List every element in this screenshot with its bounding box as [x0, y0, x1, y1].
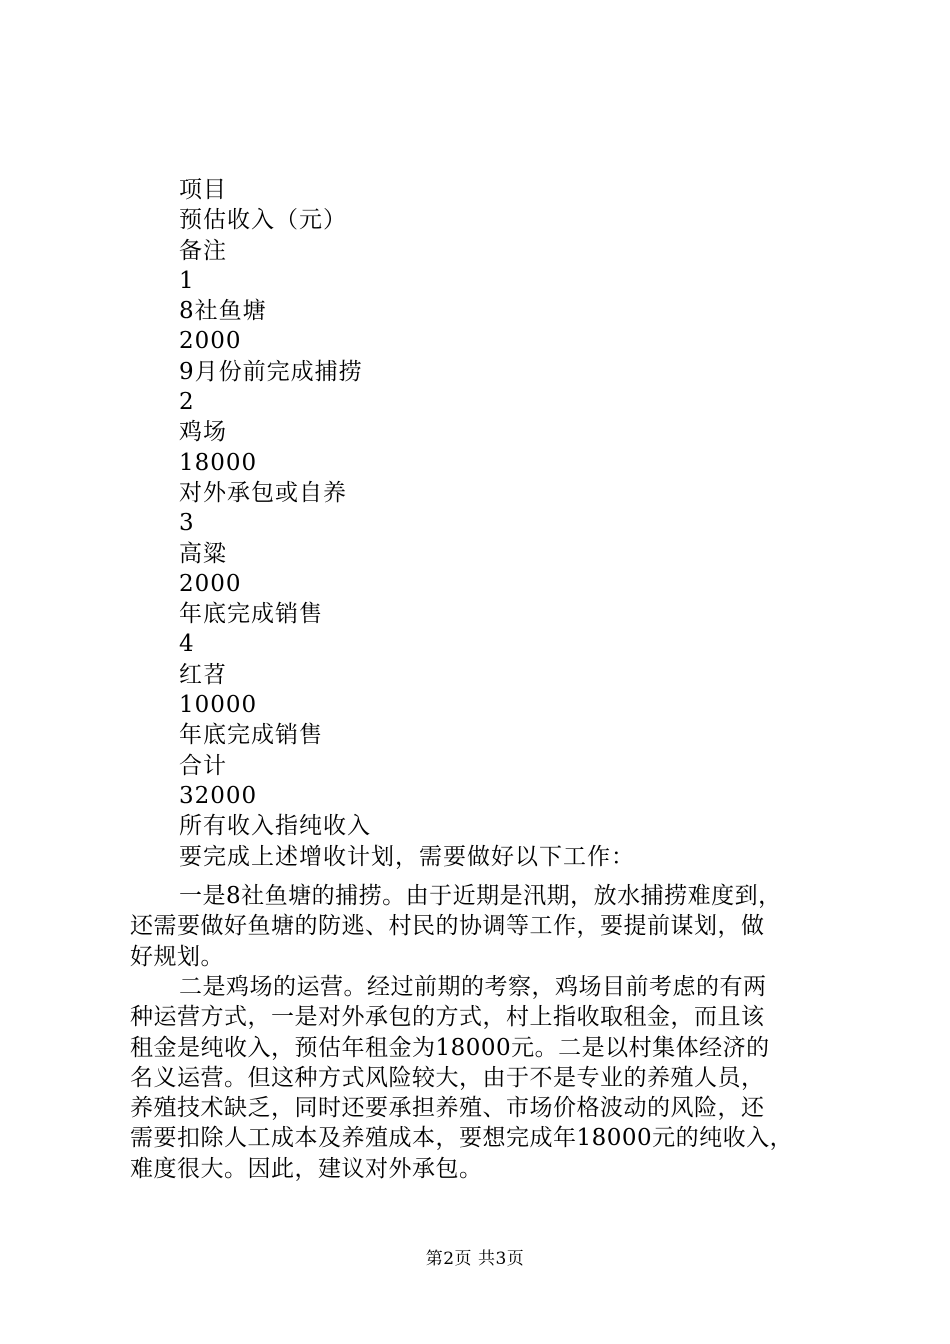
table-content [179, 175, 859, 872]
paragraph-line: 养殖技术缺乏，同时还要承担养殖、市场价格波动的风险，还 [130, 1095, 765, 1122]
table-line: 32000 [179, 782, 258, 809]
paragraph-line: 名义运营。但这种方式风险较大，由于不是专业的养殖人员， [130, 1064, 765, 1091]
table-line: 9月份前完成捕捞 [179, 358, 363, 385]
table-line: 年底完成销售 [179, 722, 323, 749]
table-line: 2 [179, 389, 195, 416]
page-footer: 第2页 共3页 [425, 1249, 525, 1269]
table-line: 红苕 [179, 661, 227, 688]
paragraph-line: 一是8社鱼塘的捕捞。由于近期是汛期，放水捕捞难度到， [179, 883, 782, 909]
table-line: 10000 [179, 692, 258, 719]
table-line: 8社鱼塘 [179, 298, 267, 325]
table-line: 2000 [179, 570, 242, 597]
table-line: 3 [179, 510, 195, 537]
paragraph-line: 种运营方式，一是对外承包的方式，村上指收取租金，而且该 [130, 1004, 765, 1031]
table-line: 鸡场 [179, 419, 227, 446]
table-line: 对外承包或自养 [179, 479, 347, 506]
table-line: 要完成上述增收计划，需要做好以下工作： [179, 843, 635, 870]
table-line: 18000 [179, 449, 258, 476]
paragraph-fish-pond [130, 881, 830, 972]
table-line: 项目 [179, 177, 227, 203]
paragraph-line: 二是鸡场的运营。经过前期的考察，鸡场目前考虑的有两 [179, 974, 767, 1000]
paragraph-chicken-farm [130, 972, 830, 1184]
table-line: 4 [179, 631, 195, 658]
paragraph-line: 需要扣除人工成本及养殖成本，要想完成年18000元的纯收入， [130, 1125, 794, 1152]
paragraph-line: 租金是纯收入，预估年租金为18000元。二是以村集体经济的 [130, 1034, 770, 1061]
table-line: 高粱 [179, 540, 227, 567]
table-line: 2000 [179, 328, 242, 355]
paragraph-line: 好规划。 [130, 943, 224, 970]
table-line: 1 [179, 267, 195, 294]
table-line: 合计 [179, 752, 227, 779]
table-line: 年底完成销售 [179, 601, 323, 628]
table-line: 备注 [179, 237, 227, 264]
table-line: 所有收入指纯收入 [179, 813, 371, 840]
paragraph-line: 还需要做好鱼塘的防逃、村民的协调等工作，要提前谋划，做 [130, 913, 765, 940]
paragraph-line: 难度很大。因此，建议对外承包。 [130, 1155, 483, 1182]
table-line: 预估收入（元） [179, 207, 347, 234]
